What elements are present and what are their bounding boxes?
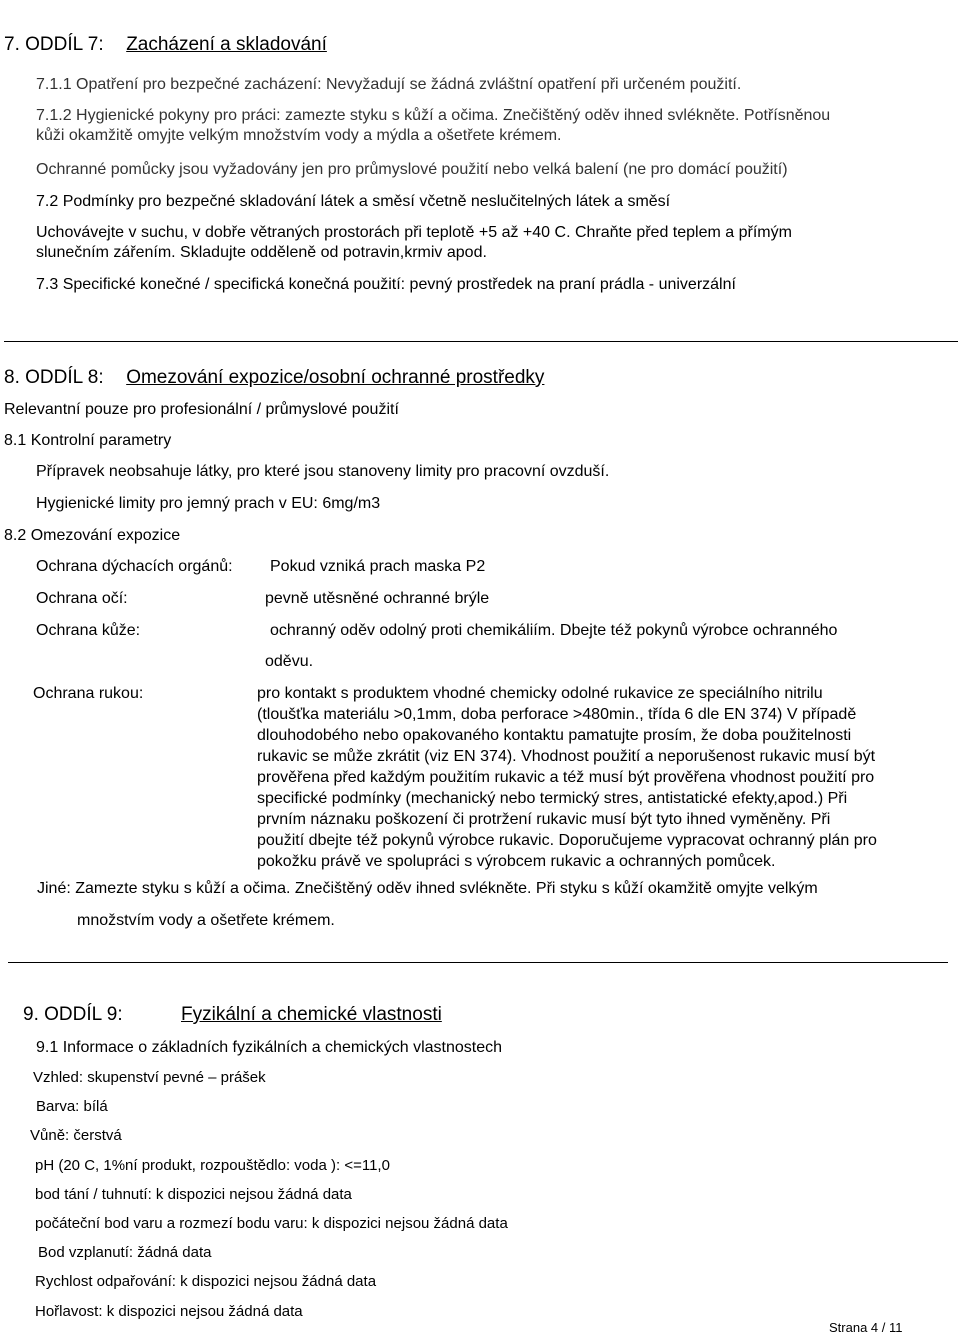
property-boiling-point: počáteční bod varu a rozmezí bodu varu: k dispozici nejsou žádná data bbox=[35, 1215, 508, 1232]
section-8-heading bbox=[4, 366, 544, 390]
property-flammability: Hořlavost: k dispozici nejsou žádná data bbox=[35, 1303, 303, 1320]
property-melting-point: bod tání / tuhnutí: k dispozici nejsou žádná data bbox=[35, 1186, 352, 1203]
property-ph: pH (20 C, 1%ní produkt, rozpouštědlo: voda ): <=11,0 bbox=[35, 1157, 390, 1174]
paragraph-7-1-2-line1: 7.1.2 Hygienické pokyny pro práci: zamezte styku s kůží a očima. Znečištěný oděv ihned svlékněte. Potřísněnou bbox=[36, 107, 831, 124]
property-appearance: Vzhled: skupenství pevné – prášek bbox=[33, 1069, 266, 1086]
skin-protection-label: Ochrana kůže: bbox=[36, 622, 141, 639]
section-9-title: Fyzikální a chemické vlastnosti bbox=[181, 1004, 442, 1025]
hand-protection-line: prověřena před každým použitím rukavic a též musí být prověřena vhodnost použití pro bbox=[257, 769, 875, 786]
section-9-number: 9. ODDÍL 9: bbox=[23, 1004, 123, 1025]
hand-protection-line: použití dbejte též pokynů výrobce rukavic. Doporučujeme vypracovat ochranný plán pro bbox=[257, 832, 877, 849]
property-evaporation-rate: Rychlost odpařování: k dispozici nejsou žádná data bbox=[35, 1273, 377, 1290]
respiratory-protection-label: Ochrana dýchacích orgánů: bbox=[36, 558, 233, 575]
hand-protection-line: (tloušťka materiálu >0,1mm, doba perforace >480min., třída 6 dle EN 374) V případě bbox=[257, 706, 857, 723]
property-flash-point: Bod vzplanutí: žádná data bbox=[38, 1244, 212, 1261]
section-divider bbox=[4, 341, 958, 342]
paragraph-8-1-heading: 8.1 Kontrolní parametry bbox=[4, 432, 172, 449]
hand-protection-line: rukavic se může zkrátit (viz EN 374). Vhodnost použití a neporušenost rukavic musí být bbox=[257, 748, 876, 765]
paragraph-9-1-heading: 9.1 Informace o základních fyzikálních a chemických vlastnostech bbox=[36, 1039, 502, 1056]
section-7-title: Zacházení a skladování bbox=[126, 34, 327, 55]
hand-protection-label: Ochrana rukou: bbox=[33, 685, 144, 702]
property-odor: Vůně: čerstvá bbox=[30, 1127, 122, 1144]
paragraph-7-1-1: 7.1.1 Opatření pro bezpečné zacházení: Nevyžadují se žádná zvláštní opatření při určeném použití. bbox=[36, 76, 742, 93]
paragraph-7-1-2-line3: Ochranné pomůcky jsou vyžadovány jen pro průmyslové použití nebo velká balení (ne pro domácí použití) bbox=[36, 161, 788, 178]
page-number: Strana 4 / 11 bbox=[829, 1320, 903, 1335]
section-8-number: 8. ODDÍL 8: bbox=[4, 367, 104, 388]
paragraph-8-1-line2: Hygienické limity pro jemný prach v EU: 6mg/m3 bbox=[36, 495, 381, 512]
section-7-heading bbox=[4, 33, 327, 57]
eye-protection-value: pevně utěsněné ochranné brýle bbox=[265, 590, 490, 607]
paragraph-8-2-heading: 8.2 Omezování expozice bbox=[4, 527, 181, 544]
paragraph-7-2-line1: Uchovávejte v suchu, v dobře větraných prostorách při teplotě +5 až +40 C. Chraňte před teplem a přímým bbox=[36, 224, 792, 241]
skin-protection-value-line2: oděvu. bbox=[265, 653, 314, 670]
paragraph-7-1-2-line2: kůži okamžitě omyjte velkým množstvím vody a mýdla a ošetřete krémem. bbox=[36, 127, 562, 144]
other-protection-line1: Jiné: Zamezte styku s kůží a očima. Znečištěný oděv ihned svlékněte. Při styku s kůží okamžitě omyjte velkým bbox=[37, 880, 818, 897]
hand-protection-line: pro kontakt s produktem vhodné chemicky odolné rukavice ze speciálního nitrilu bbox=[257, 685, 823, 702]
section-divider bbox=[8, 962, 948, 963]
hand-protection-line: specifické podmínky (mechanický nebo termický stres, antistatické efekty,apod.) Při bbox=[257, 790, 848, 807]
property-color: Barva: bílá bbox=[36, 1098, 108, 1115]
hand-protection-line: prvním náznaku poškození či protržení rukavic musí být tyto ihned vyměněny. Při bbox=[257, 811, 831, 828]
other-protection-line2: množstvím vody a ošetřete krémem. bbox=[77, 912, 335, 929]
section-7-number: 7. ODDÍL 7: bbox=[4, 34, 104, 55]
hand-protection-line: dlouhodobého nebo opakovaného kontaktu pamatujte prosím, že doba použitelnosti bbox=[257, 727, 852, 744]
hand-protection-line: pokožku právě ve spolupráci s výrobcem rukavic a ochranných pomůcek. bbox=[257, 853, 776, 870]
paragraph-7-3: 7.3 Specifické konečné / specifická konečná použití: pevný prostředek na praní prádla - univerzální bbox=[36, 276, 736, 293]
paragraph-7-2-line2: slunečním zářením. Skladujte odděleně od potravin,krmiv apod. bbox=[36, 244, 487, 261]
paragraph-8-1-line1: Přípravek neobsahuje látky, pro které jsou stanoveny limity pro pracovní ovzduší. bbox=[36, 463, 610, 480]
section-8-title: Omezování expozice/osobní ochranné prostředky bbox=[126, 367, 545, 388]
paragraph-7-2-heading: 7.2 Podmínky pro bezpečné skladování látek a směsí včetně neslučitelných látek a směsí bbox=[36, 193, 671, 210]
relevance-note: Relevantní pouze pro profesionální / průmyslové použití bbox=[4, 401, 399, 418]
skin-protection-value-line1: ochranný oděv odolný proti chemikáliím. Dbejte též pokynů výrobce ochranného bbox=[270, 622, 838, 639]
respiratory-protection-value: Pokud vzniká prach maska P2 bbox=[270, 558, 486, 575]
eye-protection-label: Ochrana očí: bbox=[36, 590, 128, 607]
